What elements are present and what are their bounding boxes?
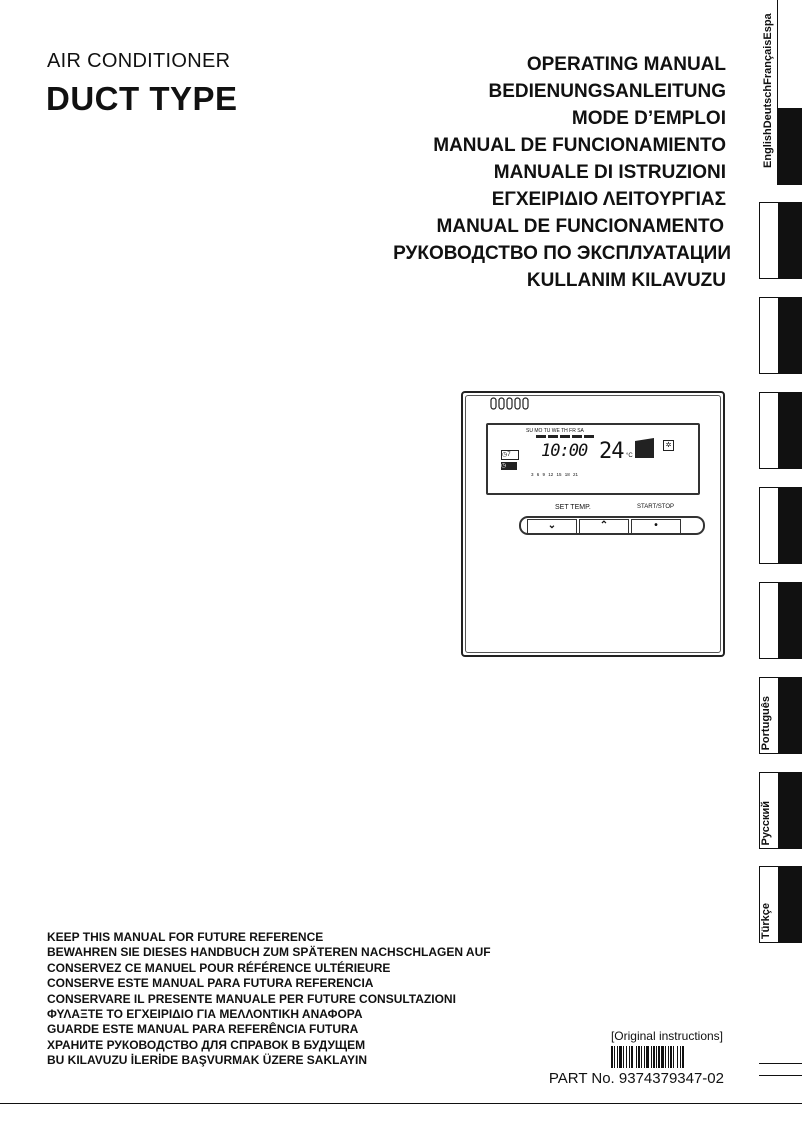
power-dot-icon: •	[654, 520, 658, 531]
title-tr: KULLANIM KILAVUZU	[526, 270, 726, 291]
barcode	[611, 1046, 723, 1068]
temp-up-button[interactable]	[579, 519, 629, 534]
keep-line-tr: BU KILAVUZU İLERİDE BAŞVURMAK ÜZERE SAKLAYIN	[47, 1053, 368, 1068]
tab-english[interactable]	[759, 108, 802, 185]
tab-2[interactable]	[759, 202, 802, 279]
title-fr: MODE D’EMPLOI	[571, 108, 726, 129]
timer-icon: ◷	[501, 462, 517, 470]
title-el: ΕΓΧΕΙΡΙΔΙΟ ΛΕΙΤΟΥΡΓΙΑΣ	[491, 189, 726, 210]
lcd-temperature: 24	[599, 439, 624, 464]
tab-end-line	[759, 1063, 802, 1064]
bottom-rule	[0, 1103, 802, 1104]
keep-line-el: ΦΥΛΑΞΤΕ ΤΟ ΕΓΧΕΙΡΙΔΙΟ ΓΙΑ ΜΕΛΛΟΝΤΙΚΗ ΑΝΑΦΟΡΑ	[47, 1006, 363, 1021]
start-stop-button[interactable]	[631, 519, 681, 534]
tab-languages-strip: EnglishDeutschFrançaisEspa	[762, 13, 774, 168]
lcd-time: 10:00	[541, 441, 588, 461]
title-ru: РУКОВОДСТВО ПО ЭКСПЛУАТАЦИИ	[393, 243, 731, 264]
tab-4[interactable]	[759, 392, 802, 469]
temp-down-button[interactable]	[527, 519, 577, 534]
title-it: MANUALE DI ISTRUZIONI	[493, 162, 726, 183]
keep-line-fr: CONSERVEZ CE MANUEL POUR RÉFÉRENCE ULTÉRIEURE	[47, 960, 391, 975]
tab-label-turkish: Türkçe	[760, 902, 772, 939]
title-en: OPERATING MANUAL	[526, 54, 726, 75]
fan-speed-icon	[634, 438, 656, 460]
tab-turkish[interactable]	[759, 866, 802, 943]
tab-3[interactable]	[759, 297, 802, 374]
lcd-display	[486, 423, 700, 495]
remote-controller-illustration	[461, 391, 725, 657]
keep-line-pt: GUARDE ESTE MANUAL PARA REFERÊNCIA FUTURA	[47, 1022, 359, 1037]
keep-manual-notice	[47, 930, 491, 1069]
manual-titles	[393, 51, 731, 294]
chevron-up-icon: ⌃	[599, 520, 609, 531]
tab-portugues[interactable]	[759, 677, 802, 754]
tab-5[interactable]	[759, 487, 802, 564]
language-tabs	[759, 0, 802, 1075]
part-number: PART No. 9374379347-02	[548, 1070, 724, 1087]
set-temp-label: SET TEMP.	[555, 504, 591, 511]
tab-6[interactable]	[759, 582, 802, 659]
keep-line-en: KEEP THIS MANUAL FOR FUTURE REFERENCE	[47, 930, 324, 944]
tab-label-russian: Русский	[760, 800, 772, 845]
title-pt: MANUAL DE FUNCIONAMENTO	[436, 216, 724, 237]
clock-icon: ◷7	[501, 450, 519, 460]
lcd-days: SU MO TU WE TH FR SA	[526, 428, 584, 434]
keep-line-es: CONSERVE ESTE MANUAL PARA FUTURA REFERENCIA	[47, 976, 374, 991]
tab-russian[interactable]	[759, 772, 802, 849]
product-type: DUCT TYPE	[46, 80, 238, 117]
lcd-temp-unit: °C	[626, 453, 633, 459]
title-de: BEDIENUNGSANLEITUNG	[488, 81, 726, 102]
vent-slots-icon	[490, 397, 534, 411]
title-es: MANUAL DE FUNCIONAMIENTO	[433, 135, 726, 156]
start-stop-label: START/STOP	[637, 504, 675, 510]
chevron-down-icon: ⌄	[547, 520, 557, 531]
keep-line-de: BEWAHREN SIE DIESES HANDBUCH ZUM SPÄTEREN NACHSCHLAGEN AUF	[47, 945, 491, 960]
button-bar	[519, 516, 705, 535]
lcd-day-bars	[536, 435, 606, 439]
tab-end-line-2	[759, 1075, 802, 1076]
keep-line-it: CONSERVARE IL PRESENTE MANUALE PER FUTURE CONSULTAZIONI	[47, 991, 456, 1006]
keep-line-ru: ХРАНИТЕ РУКОВОДСТВО ДЛЯ СПРАВОК В БУДУЩЕМ	[47, 1037, 366, 1052]
tab-label-portugues: Português	[760, 695, 772, 750]
original-instructions-label: [Original instructions]	[610, 1029, 723, 1043]
product-category: AIR CONDITIONER	[47, 50, 231, 72]
lcd-timeline: 3 6 9 12 15 18 21	[531, 472, 579, 477]
mode-icon: ✲	[663, 440, 674, 451]
